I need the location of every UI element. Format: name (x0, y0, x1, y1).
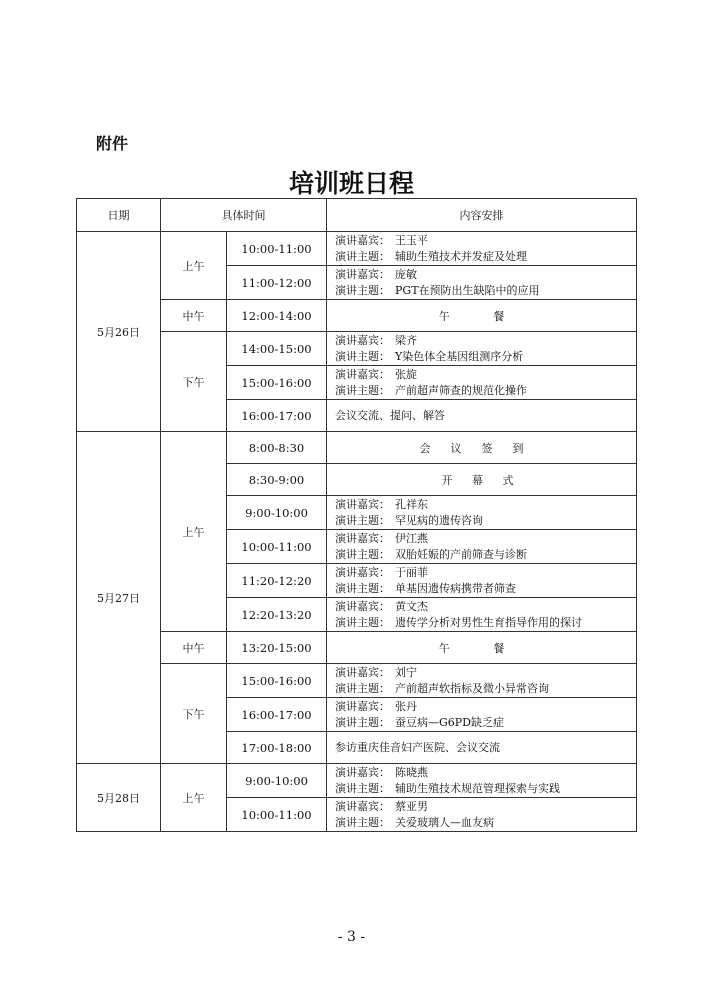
content-cell (327, 232, 637, 266)
time-cell: 12:00-14:00 (227, 300, 327, 332)
topic-label: 演讲主题： (335, 781, 390, 795)
time-cell: 10:00-11:00 (227, 530, 327, 564)
speaker-label: 演讲嘉宾： (335, 565, 390, 579)
topic-text: 产前超声筛查的规范化操作 (395, 383, 527, 397)
schedule-row (77, 764, 637, 798)
period-cell: 中午 (161, 300, 227, 332)
time-cell: 15:00-16:00 (227, 366, 327, 400)
schedule-row (77, 432, 637, 464)
speaker-line (335, 333, 636, 349)
speaker-label: 演讲嘉宾： (335, 497, 390, 511)
content-cell (327, 266, 637, 300)
time-cell: 11:20-12:20 (227, 564, 327, 598)
speaker-line (335, 565, 636, 581)
content-cell (327, 732, 637, 764)
header-date: 日期 (77, 199, 161, 232)
time-cell: 11:00-12:00 (227, 266, 327, 300)
speaker-line (335, 531, 636, 547)
period-cell: 上午 (161, 432, 227, 632)
speaker-name: 孔祥东 (395, 497, 428, 511)
speaker-line (335, 367, 636, 383)
schedule-row (77, 232, 637, 266)
content-cell (327, 496, 637, 530)
content-cell (327, 764, 637, 798)
speaker-line (335, 599, 636, 615)
time-cell: 15:00-16:00 (227, 664, 327, 698)
attachment-label: 附件 (96, 134, 129, 153)
schedule-row (77, 664, 637, 698)
topic-label: 演讲主题： (335, 283, 390, 297)
topic-line (335, 581, 636, 597)
time-cell: 8:30-9:00 (227, 464, 327, 496)
topic-line (335, 681, 636, 697)
page-title: 培训班日程 (288, 169, 414, 198)
header-time: 具体时间 (161, 199, 327, 232)
topic-line (335, 547, 636, 563)
topic-line (335, 513, 636, 529)
topic-label: 演讲主题： (335, 581, 390, 595)
speaker-name: 刘宁 (395, 665, 417, 679)
time-cell: 16:00-17:00 (227, 400, 327, 432)
date-cell: 5月28日 (77, 764, 161, 832)
topic-line (335, 383, 636, 399)
period-cell: 下午 (161, 664, 227, 764)
schedule-body (77, 232, 637, 832)
period-cell: 上午 (161, 764, 227, 832)
topic-text: 产前超声软指标及微小异常咨询 (395, 681, 549, 695)
content-cell (327, 798, 637, 832)
speaker-name: 伊江燕 (395, 531, 428, 545)
event-text: 参访重庆佳音妇产医院、会议交流 (335, 740, 500, 754)
header-row (77, 199, 637, 232)
speaker-name: 张丹 (395, 699, 417, 713)
speaker-line (335, 699, 636, 715)
topic-text: 遗传学分析对男性生育指导作用的探讨 (395, 615, 582, 629)
speaker-line (335, 497, 636, 513)
event-text: 会议交流、提问、解答 (335, 408, 445, 422)
speaker-label: 演讲嘉宾： (335, 267, 390, 281)
date-cell: 5月27日 (77, 432, 161, 764)
speaker-name: 梁齐 (395, 333, 417, 347)
content-cell (327, 400, 637, 432)
speaker-line (335, 267, 636, 283)
content-cell (327, 332, 637, 366)
topic-text: Y染色体全基因组测序分析 (395, 349, 524, 363)
topic-label: 演讲主题： (335, 547, 390, 561)
schedule-row (77, 300, 637, 332)
content-cell (327, 664, 637, 698)
topic-text: 辅助生殖技术规范管理探索与实践 (395, 781, 560, 795)
content-cell (327, 564, 637, 598)
speaker-name: 王玉平 (395, 233, 428, 247)
topic-label: 演讲主题： (335, 383, 390, 397)
period-cell: 中午 (161, 632, 227, 664)
time-cell: 12:20-13:20 (227, 598, 327, 632)
topic-label: 演讲主题： (335, 513, 390, 527)
topic-line (335, 615, 636, 631)
time-cell: 8:00-8:30 (227, 432, 327, 464)
speaker-name: 于丽菲 (395, 565, 428, 579)
content-cell (327, 366, 637, 400)
time-cell: 13:20-15:00 (227, 632, 327, 664)
header-content: 内容安排 (327, 199, 637, 232)
schedule-row (77, 332, 637, 366)
date-cell: 5月26日 (77, 232, 161, 432)
topic-line (335, 249, 636, 265)
topic-line (335, 283, 636, 299)
period-cell: 上午 (161, 232, 227, 300)
speaker-name: 庞敏 (395, 267, 417, 281)
content-cell (327, 300, 637, 332)
topic-text: PGT在预防出生缺陷中的应用 (395, 283, 540, 297)
speaker-label: 演讲嘉宾： (335, 599, 390, 613)
topic-text: 关爱玻璃人—血友病 (395, 815, 494, 829)
time-cell: 10:00-11:00 (227, 798, 327, 832)
topic-label: 演讲主题： (335, 815, 390, 829)
period-cell: 下午 (161, 332, 227, 432)
speaker-label: 演讲嘉宾： (335, 367, 390, 381)
event-text: 会议签到 (419, 441, 544, 455)
speaker-name: 黄文杰 (395, 599, 428, 613)
speaker-label: 演讲嘉宾： (335, 699, 390, 713)
speaker-line (335, 799, 636, 815)
topic-line (335, 715, 636, 731)
schedule-row (77, 632, 637, 664)
content-cell (327, 698, 637, 732)
speaker-label: 演讲嘉宾： (335, 531, 390, 545)
content-cell (327, 464, 637, 496)
topic-line (335, 781, 636, 797)
topic-text: 罕见病的遗传咨询 (395, 513, 483, 527)
speaker-name: 张旋 (395, 367, 417, 381)
topic-text: 蚕豆病—G6PD缺乏症 (395, 715, 505, 729)
time-cell: 9:00-10:00 (227, 764, 327, 798)
speaker-line (335, 233, 636, 249)
content-cell (327, 530, 637, 564)
topic-label: 演讲主题： (335, 249, 390, 263)
topic-text: 单基因遗传病携带者筛查 (395, 581, 516, 595)
event-text: 午 餐 (438, 641, 525, 655)
speaker-name: 陈晓燕 (395, 765, 428, 779)
content-cell (327, 432, 637, 464)
topic-line (335, 349, 636, 365)
topic-line (335, 815, 636, 831)
speaker-line (335, 765, 636, 781)
speaker-name: 蔡亚男 (395, 799, 428, 813)
time-cell: 14:00-15:00 (227, 332, 327, 366)
topic-label: 演讲主题： (335, 349, 390, 363)
event-text: 开 幕 式 (441, 473, 522, 487)
time-cell: 16:00-17:00 (227, 698, 327, 732)
speaker-label: 演讲嘉宾： (335, 765, 390, 779)
time-cell: 10:00-11:00 (227, 232, 327, 266)
event-text: 午 餐 (438, 309, 525, 323)
speaker-label: 演讲嘉宾： (335, 665, 390, 679)
topic-text: 双胎妊娠的产前筛查与诊断 (395, 547, 527, 561)
topic-label: 演讲主题： (335, 681, 390, 695)
content-cell (327, 598, 637, 632)
schedule-table (76, 198, 637, 832)
time-cell: 17:00-18:00 (227, 732, 327, 764)
topic-text: 辅助生殖技术并发症及处理 (395, 249, 527, 263)
speaker-label: 演讲嘉宾： (335, 799, 390, 813)
topic-label: 演讲主题： (335, 715, 390, 729)
speaker-label: 演讲嘉宾： (335, 333, 390, 347)
topic-label: 演讲主题： (335, 615, 390, 629)
speaker-line (335, 665, 636, 681)
page-number: - 3 - (337, 929, 366, 945)
content-cell (327, 632, 637, 664)
speaker-label: 演讲嘉宾： (335, 233, 390, 247)
time-cell: 9:00-10:00 (227, 496, 327, 530)
